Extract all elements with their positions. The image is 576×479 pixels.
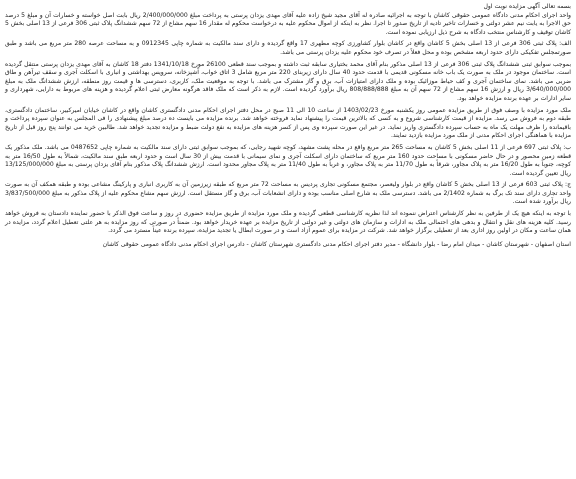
notice-paragraph: بموجب سوابق ثبتی ششدانگ پلاک ثبتی 306 فرعی از 13 اصلی مذکور بنام آقای محمد بختیاری سابقه ثبت داشته و بموجب سند قطعی 26100 مورخ 1341/10/18 دفتر 18 کاشان به آقای مهدی یزدان پرستی منتقل گردیده است. ساختمان موجود در ملک به صورت یک باب خانه مسکونی قدیمی با قدمت حدود 40 سال دارای زیربنای 220 متر مربع شامل 3 اتاق خواب، آشپزخانه، سرویس بهداشتی و انباری با اسکلت آجری و سقف تیرآهن و طاق ضربی می باشد. نمای ساختمان آجری و کف حیاط موزائیک بوده و ملک دارای امتیازات آب، برق و گاز مشترک می باشد. با توجه به موقعیت ملک، کاربری، دسترسی ها و قیمت روز منطقه، ارزش ششدانگ ملک به مبلغ 3/640/000/000 ریال و ارزش 16 سهم مشاع از 72 سهم آن به مبلغ 808/888/888 ریال برآورد گردیده است. لازم به ذکر است که ملک فاقد هرگونه معارض ثبتی اعلام گردیده و هزینه های مربوط به دارایی، شهرداری و سایر ادارات بر عهده برنده مزایده خواهد بود.: [5, 60, 572, 102]
notice-footer: استان اصفهان - شهرستان کاشان - میدان امام رضا - بلوار دانشگاه - مدیر دفتر اجرای احکام مدنی دادگستری شهرستان کاشان - دادرس اجرای احکام مدنی دادگاه عمومی حقوقی کاشان: [102, 240, 571, 248]
notice-paragraph: ج: پلاک ثبتی 603 فرعی از 13 اصلی بخش 5 کاشان واقع در بلوار ولیعصر، مجتمع مسکونی تجاری پردیس به مساحت 72 متر مربع که طبقه زیرزمین آن به کاربری انباری و پارکینگ مشاعی بوده و طبقه همکف آن به صورت واحد تجاری دارای سند تک برگ به شماره 2/1402 می باشد. دسترسی ملک به شارع اصلی مناسب بوده و دارای انشعابات آب، برق و گاز مستقل است. ارزش سهم مشاع محکوم علیه از پلاک مذکور به مبلغ 3/837/500/000 ریال برآورد شده است.: [5, 181, 572, 206]
notice-paragraph: با توجه به اینکه هیچ یک از طرفین به نظر کارشناس اعتراض ننموده اند لذا نظریه کارشناسی قطعی گردیده و ملک مورد مزایده از طریق مزایده حضوری در روز و ساعت فوق الذکر با حضور نماینده دادستان به فروش خواهد رسید. کلیه هزینه های نقل و انتقال و بدهی های احتمالی ملک به ادارات و سازمان های دولتی و غیر دولتی از تاریخ مزایده بر عهده خریدار خواهد بود. ضمناً در صورتی که روز مزایده به هر علتی تعطیل اعلام گردد، مزایده در همان ساعت و مکان در اولین روز اداری بعد از تعطیلی برگزار خواهد شد. شرکت در مزایده برای عموم آزاد است و در صورت ابطال یا تجدید مزایده، سپرده برنده عیناً مسترد می گردد.: [5, 210, 571, 235]
notice-paragraph: الف: پلاک ثبتی 306 فرعی از 13 اصلی بخش 5 کاشان واقع در کاشان بلوار کشاورزی کوچه مطهری 17 واقع گردیده و دارای سند مالکیت به شماره چاپی 0912345 و به مساحت عرصه 280 متر مربع می باشد و طبق صورتمجلس تفکیکی دارای حدود اربعه مشخص بوده و محل فعلاً در تصرف خود محکوم علیه یزدان پرستی می باشد.: [5, 40, 572, 56]
notice-paragraph: واحد اجرای احکام مدنی دادگاه عمومی حقوقی کاشان با توجه به اجرائیه صادره له آقای مجید شیخ زاده علیه آقای مهدی یزدان پرستی به پرداخت مبلغ 2/400/000/000 ریال بابت اصل خواسته و خسارات آن و مبلغ 5 درصد حق الاجرا به یابت نیم عشر دولتی و خسارات تاخیر تادیه از تاریخ صدور تا اجرا. نظر به اینکه از اموال محکوم علیه به درخواست محکوم له مقدار 16 سهم مشاع از 72 سهم ششدانگ پلاک ثبتی 306 فرعی از 13 اصلی بخش 5 کاشان توقیف و کارشناس منتخب دادگاه به شرح ذیل ارزیابی نموده است.: [5, 11, 572, 36]
notice-paragraph: ب: پلاک ثبتی 697 فرعی از 11 اصلی بخش 5 کاشان به مساحت 265 متر مربع واقع در محله پشت مشهد، کوچه شهید رجایی، که بموجب سوابق ثبتی دارای سند مالکیت به شماره چاپی 0487652 می باشد. ملک مذکور یک قطعه زمین محصور و در حال حاضر مسکونی با مساحت حدود 160 متر مربع که ساختمان دارای اسکلت آجری و نمای سیمانی با قدمت بیش از 30 سال است و حدود اربعه طبق سند مالکیت، شمالاً به طول 16/50 متر به کوچه، جنوباً به طول 16/20 متر به پلاک مجاور، شرقاً به طول 11/70 متر به پلاک مجاور، و غرباً به طول 11/40 متر به پلاک مجاور محدود است. ارزش ششدانگ پلاک مذکور بنام آقای یزدان پرستی به مبلغ 13/125/000/000 ریال تعیین گردیده است.: [5, 143, 572, 177]
notice-paragraph: ملک مورد مزایده با وصف فوق از طریق مزایده عمومی روز یکشنبه مورخ 1403/02/23 از ساعت 10 الی 11 صبح در محل دفتر اجرای احکام مدنی دادگستری کاشان واقع در کاشان خیابان امیرکبیر، ساختمان دادگستری، طبقه دوم به فروش می رسد. مزایده از قیمت کارشناسی شروع و به کسی که بالاترین قیمت را پیشنهاد نماید فروخته خواهد شد. برنده مزایده می بایست ده درصد مبلغ پیشنهادی را فی المجلس به عنوان سپرده پرداخت و باقیمانده را ظرف مهلت یک ماه به حساب سپرده دادگستری واریز نماید. در غیر این صورت سپرده وی پس از کسر هزینه های مزایده به نفع دولت ضبط و مزایده تجدید خواهد شد. طالبین خرید می توانند پنج روز قبل از تاریخ مزایده با هماهنگی اجرای احکام مدنی از ملک مورد مزایده بازدید نمایند.: [5, 106, 572, 140]
notice-title: بسمه تعالی آگهی مزایده نوبت اول: [483, 3, 571, 10]
